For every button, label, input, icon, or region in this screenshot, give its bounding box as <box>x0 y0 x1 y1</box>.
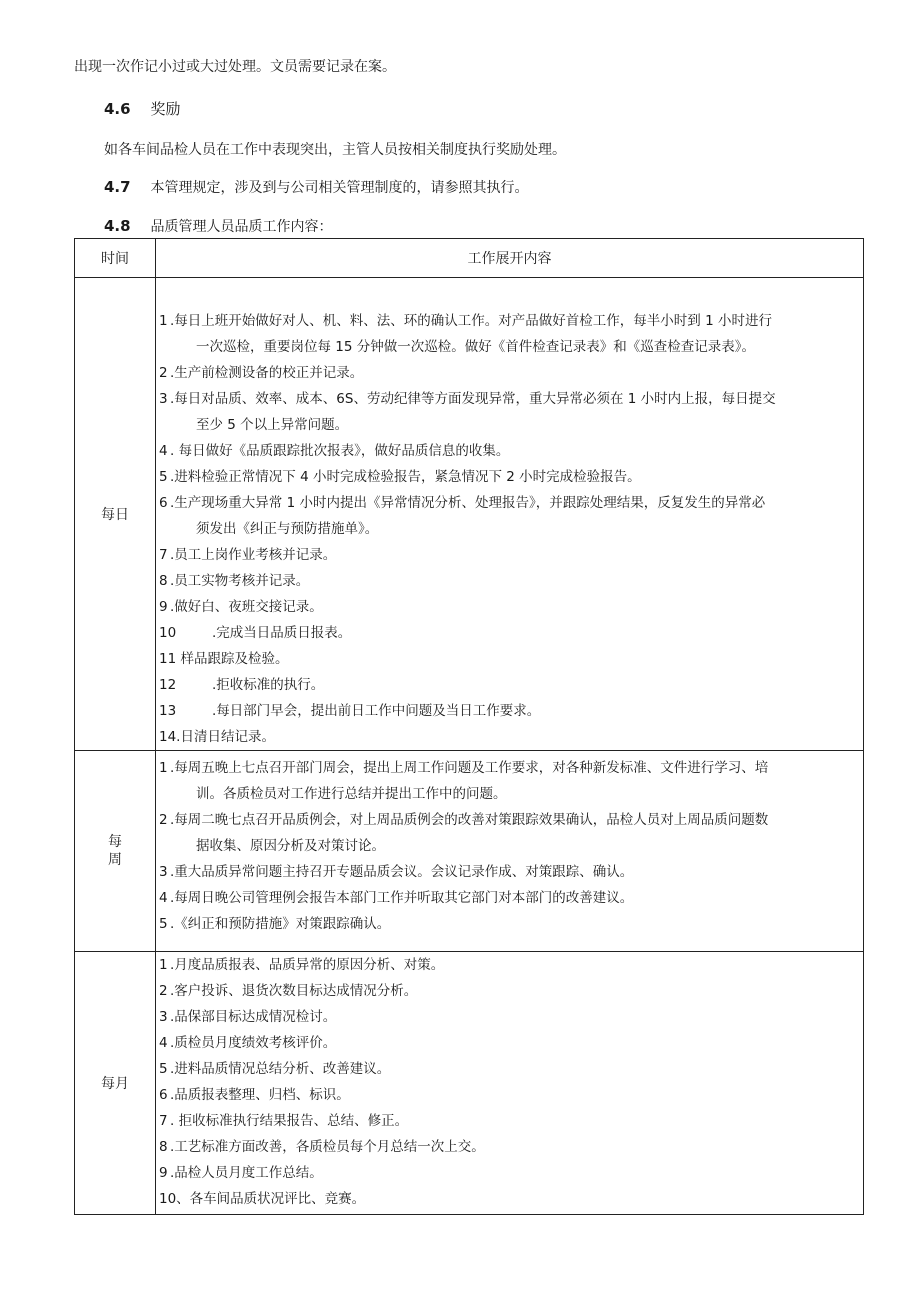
item-text: .每日上班开始做好对人、机、料、法、环的确认工作。对产品做好首检工作，每半小时到 1 小时进行 <box>170 313 772 329</box>
item-number: 5 <box>159 469 168 485</box>
daily-label: 每日 <box>75 278 156 751</box>
section-4-6 <box>104 98 180 119</box>
item-text: .进料品质情况总结分析、改善建议。 <box>170 1061 391 1077</box>
item-number: 4 <box>159 890 168 906</box>
item-number: 1 <box>159 313 168 329</box>
quality-work-table <box>74 238 864 1215</box>
item-number: 5 <box>159 1061 168 1077</box>
list-item <box>156 386 863 438</box>
section-number: 4.6 <box>104 100 131 118</box>
item-text: .员工实物考核并记录。 <box>170 573 310 589</box>
item-text: .工艺标准方面改善，各质检员每个月总结一次上交。 <box>170 1139 485 1155</box>
item-text-continued: 一次巡检，重要岗位每 15 分钟做一次巡检。做好《首件检查记录表》和《巡查检查记录表》。 <box>196 339 756 355</box>
item-text-continued: 至少 5 个以上异常问题。 <box>196 417 349 433</box>
section-title: 本管理规定，涉及到与公司相关管理制度的，请参照其执行。 <box>150 180 529 196</box>
table-row-weekly <box>75 751 864 952</box>
item-text: .每周日晚公司管理例会报告本部门工作并听取其它部门对本部门的改善建议。 <box>170 890 634 906</box>
list-item <box>156 672 863 698</box>
item-text: .月度品质报表、品质异常的原因分析、对策。 <box>170 957 445 973</box>
item-text: 11 样品跟踪及检验。 <box>159 651 289 667</box>
list-item <box>156 568 863 594</box>
item-text: .每周二晚七点召开品质例会，对上周品质例会的改善对策跟踪效果确认，品检人员对上周品质问题数 <box>170 812 769 828</box>
list-item <box>156 360 863 386</box>
item-number: 9 <box>159 1165 168 1181</box>
list-item <box>156 952 863 978</box>
item-number: 2 <box>159 983 168 999</box>
section-title: 奖励 <box>150 100 181 118</box>
item-text: .生产前检测设备的校正并记录。 <box>170 365 364 381</box>
item-text: . 每日做好《品质跟踪批次报表》，做好品质信息的收集。 <box>170 443 510 459</box>
daily-items <box>156 278 864 751</box>
list-item <box>156 1186 863 1212</box>
item-text: .品保部目标达成情况检讨。 <box>170 1009 337 1025</box>
list-item <box>156 1160 863 1186</box>
item-text: . 拒收标准执行结果报告、总结、修正。 <box>170 1113 409 1129</box>
item-text-continued: 训。各质检员对工作进行总结并提出工作中的问题。 <box>196 786 507 802</box>
reward-text: 如各车间品检人员在工作中表现突出，主管人员按相关制度执行奖励处理。 <box>104 142 566 158</box>
item-text: .每日部门早会，提出前日工作中问题及当日工作要求。 <box>212 703 541 719</box>
list-item <box>156 1004 863 1030</box>
item-number: 4 <box>159 1035 168 1051</box>
list-item <box>156 594 863 620</box>
item-number: 10 <box>159 625 177 641</box>
item-number: 2 <box>159 365 168 381</box>
item-text: .客户投诉、退货次数目标达成情况分析。 <box>170 983 418 999</box>
item-number: 9 <box>159 599 168 615</box>
item-number: 1 <box>159 957 168 973</box>
table-row-daily <box>75 278 864 751</box>
list-item <box>156 978 863 1004</box>
list-item <box>156 1108 863 1134</box>
item-text: .进料检验正常情况下 4 小时完成检验报告，紧急情况下 2 小时完成检验报告。 <box>170 469 641 485</box>
item-number: 7 <box>159 1113 168 1129</box>
section-number: 4.7 <box>104 178 131 196</box>
weekly-label: 每 周 <box>75 751 156 952</box>
list-item <box>156 1030 863 1056</box>
item-text-continued: 据收集、原因分析及对策讨论。 <box>196 838 385 854</box>
item-number: 12 <box>159 677 177 693</box>
list-item <box>156 807 863 859</box>
item-text: .品质报表整理、归档、标识。 <box>170 1087 350 1103</box>
item-text: .做好白、夜班交接记录。 <box>170 599 323 615</box>
item-text: 14.日清日结记录。 <box>159 729 275 745</box>
item-number: 3 <box>159 1009 168 1025</box>
list-item <box>156 490 863 542</box>
table-header-row <box>75 239 864 278</box>
item-number: 5 <box>159 916 168 932</box>
item-text-continued: 须发出《纠正与预防措施单》。 <box>196 521 379 537</box>
item-number: 8 <box>159 573 168 589</box>
list-item <box>156 859 863 885</box>
monthly-label: 每月 <box>75 952 156 1215</box>
monthly-items <box>156 952 864 1215</box>
item-number: 7 <box>159 547 168 563</box>
item-text: .重大品质异常问题主持召开专题品质会议。会议记录作成、对策跟踪、确认。 <box>170 864 634 880</box>
item-number: 8 <box>159 1139 168 1155</box>
list-item <box>156 620 863 646</box>
item-text: .拒收标准的执行。 <box>212 677 325 693</box>
item-text: .每日对品质、效率、成本、6S、劳动纪律等方面发现异常，重大异常必须在 1 小时内上报，每日提交 <box>170 391 776 407</box>
list-item <box>156 698 863 724</box>
item-text: .完成当日品质日报表。 <box>212 625 352 641</box>
item-text: .生产现场重大异常 1 小时内提出《异常情况分析、处理报告》，并跟踪处理结果，反复发生的异常必 <box>170 495 766 511</box>
section-4-7 <box>104 177 528 197</box>
item-number: 6 <box>159 1087 168 1103</box>
item-text: .质检员月度绩效考核评价。 <box>170 1035 337 1051</box>
list-item <box>156 755 863 807</box>
list-item <box>156 464 863 490</box>
header-time: 时间 <box>75 239 156 278</box>
header-content: 工作展开内容 <box>156 239 864 278</box>
list-item <box>156 911 863 937</box>
list-item <box>156 724 863 750</box>
item-number: 3 <box>159 864 168 880</box>
item-text: .《纠正和预防措施》对策跟踪确认。 <box>170 916 391 932</box>
item-number: 6 <box>159 495 168 511</box>
item-text: .员工上岗作业考核并记录。 <box>170 547 337 563</box>
section-4-8 <box>104 216 332 236</box>
item-number: 4 <box>159 443 168 459</box>
item-number: 1 <box>159 760 168 776</box>
weekly-items <box>156 751 864 952</box>
list-item <box>156 1082 863 1108</box>
item-text: 10、各车间品质状况评比、竞赛。 <box>159 1191 366 1207</box>
list-item <box>156 885 863 911</box>
list-item <box>156 1056 863 1082</box>
item-text: .品检人员月度工作总结。 <box>170 1165 323 1181</box>
intro-line: 出现一次作记小过或大过处理。文员需要记录在案。 <box>74 59 396 75</box>
item-number: 3 <box>159 391 168 407</box>
list-item <box>156 1134 863 1160</box>
list-item <box>156 308 863 360</box>
list-item <box>156 646 863 672</box>
item-number: 2 <box>159 812 168 828</box>
item-text: .每周五晚上七点召开部门周会，提出上周工作问题及工作要求，对各种新发标准、文件进行学习、培 <box>170 760 769 776</box>
section-number: 4.8 <box>104 217 131 235</box>
section-title: 品质管理人员品质工作内容： <box>150 219 333 235</box>
list-item <box>156 438 863 464</box>
list-item <box>156 542 863 568</box>
table-row-monthly <box>75 952 864 1215</box>
item-number: 13 <box>159 703 177 719</box>
